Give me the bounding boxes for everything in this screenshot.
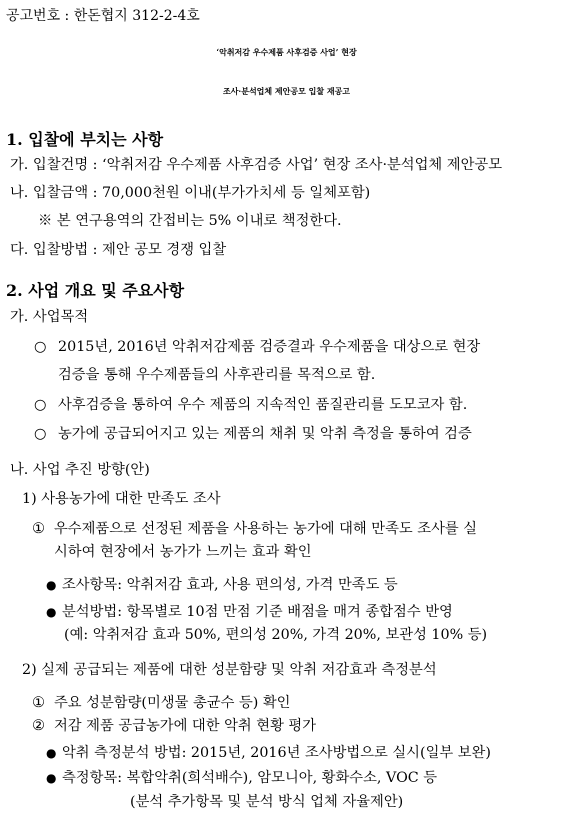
analysis-method: 분석방법: 항목별로 10점 만점 기준 배점을 매겨 종합점수 반영 <box>62 604 453 620</box>
purpose-bullet-1: ○ <box>34 339 47 355</box>
survey-items: 조사항목: 악취저감 효과, 사용 편의성, 가격 만족도 등 <box>62 577 398 593</box>
sub2-num1: ① <box>32 695 45 711</box>
purpose-bullet-2: ○ <box>34 397 47 413</box>
sub1-num1: ① <box>32 521 45 537</box>
purpose-item-2: 사후검증을 통하여 우수 제품의 지속적인 품질관리를 도모코자 함. <box>58 397 468 413</box>
sub2-item2: 저감 제품 공급농가에 대한 악취 현황 평가 <box>54 718 317 734</box>
measure-bullet: ● <box>46 771 57 785</box>
sub1-item1-line2: 시하여 현장에서 농가가 느끼는 효과 확인 <box>54 544 312 560</box>
purpose-bullet-3: ○ <box>34 426 47 442</box>
odor-method-bullet: ● <box>46 746 57 760</box>
indirect-cost-note: ※ 본 연구용역의 간접비는 5% 이내로 책정한다. <box>38 213 342 229</box>
document-title-line2: 조사·분석업체 제안공모 입찰 재공고 <box>222 86 351 96</box>
method-bullet: ● <box>46 605 57 619</box>
measure-note: (분석 추가항목 및 분석 방식 업체 자율제안) <box>130 794 404 810</box>
sub2-item1: 주요 성분함량(미생물 총균수 등) 확인 <box>54 695 291 711</box>
sub2-label: 2) 실제 공급되는 제품에 대한 성분함량 및 악취 저감효과 측정분석 <box>22 662 437 678</box>
section2-heading: 2. 사업 개요 및 주요사항 <box>6 281 185 300</box>
bid-amount: 나. 입찰금액 : 70,000천원 이내(부가가치세 등 일체포함) <box>10 185 371 201</box>
odor-method: 악취 측정분석 방법: 2015년, 2016년 조사방법으로 실시(일부 보완) <box>62 745 491 761</box>
sub2-num2: ② <box>32 718 45 734</box>
direction-label: 나. 사업 추진 방향(안) <box>10 462 150 478</box>
bid-name: 가. 입찰건명 : ‘악취저감 우수제품 사후검증 사업’ 현장 조사·분석업체 제안공모 <box>10 157 503 173</box>
sub1-item1-line1: 우수제품으로 선정된 제품을 사용하는 농가에 대해 만족도 조사를 실 <box>54 521 478 537</box>
section1-heading: 1. 입찰에 부치는 사항 <box>6 130 164 149</box>
measure-items: 측정항목: 복합악취(희석배수), 암모니아, 황화수소, VOC 등 <box>62 770 438 786</box>
bid-method: 다. 입찰방법 : 제안 공모 경쟁 입찰 <box>10 242 227 258</box>
notice-number: 공고번호 : 한돈협지 312-2-4호 <box>6 8 200 24</box>
purpose-item-1-line2: 검증을 통해 우수제품들의 사후관리를 목적으로 함. <box>58 367 376 383</box>
purpose-item-3: 농가에 공급되어지고 있는 제품의 채취 및 악취 측정을 통하여 검증 <box>58 426 472 442</box>
purpose-item-1-line1: 2015년, 2016년 악취저감제품 검증결과 우수제품을 대상으로 현장 <box>58 339 481 355</box>
document-title-line1: ‘악취저감 우수제품 사후검증 사업’ 현장 <box>216 47 357 57</box>
analysis-example: (예: 악취저감 효과 50%, 편의성 20%, 가격 20%, 보관성 10% 등) <box>64 627 488 643</box>
purpose-label: 가. 사업목적 <box>10 309 89 325</box>
sub1-label: 1) 사용농가에 대한 만족도 조사 <box>22 491 221 507</box>
survey-bullet: ● <box>46 578 57 592</box>
